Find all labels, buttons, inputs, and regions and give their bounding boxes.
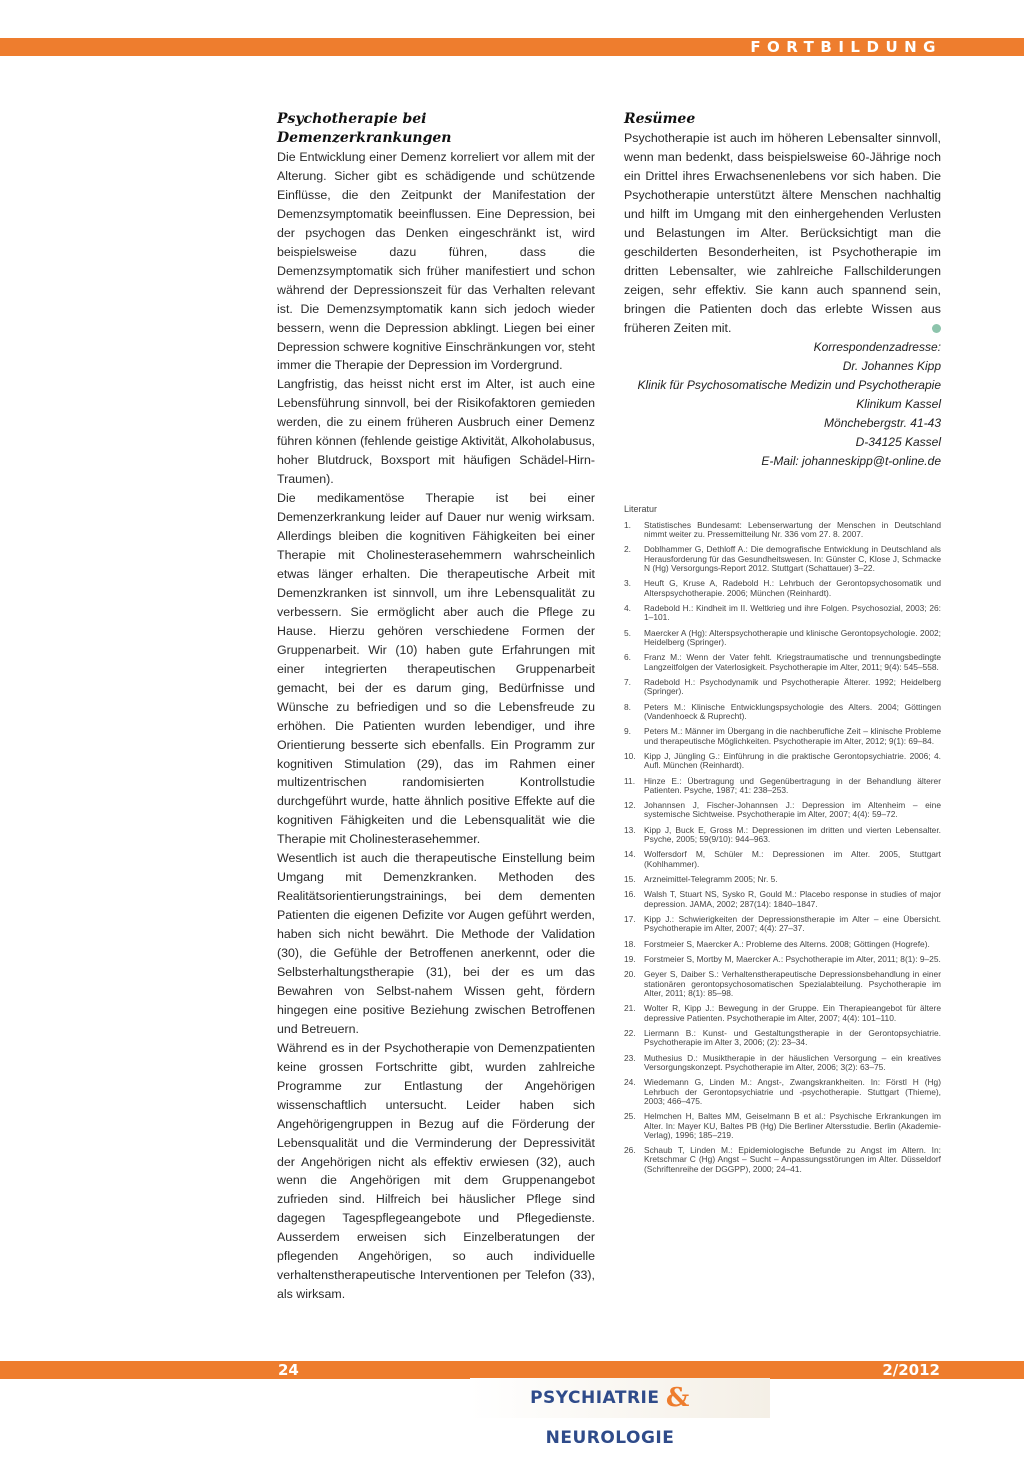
reference-text: Helmchen H, Baltes MM, Geiselmann B et al.: Psychische Erkrankungen im Alter. In: Mayer KU, Baltes PB (Hg) Die Berliner Altersstudie. Berlin (Akademie-Verlag), 1996; 185–219. xyxy=(644,1111,941,1140)
reference-item xyxy=(624,1078,941,1106)
email-address: E-Mail: johanneskipp@t-online.de xyxy=(761,453,941,468)
reference-text: Schaub T, Linden M.: Epidemiologische Befunde zu Angst im Altern. In: Kretschmar C (Hg) Angst – Sucht – Anpassungsstörungen im Alter. Düsseldorf (Schriftenreihe der DGGPP), 2000; 24–41. xyxy=(644,1145,941,1174)
address-line: Klinik für Psychosomatische Medizin und Psychotherapie xyxy=(637,378,941,393)
reference-number: 23. xyxy=(624,1052,636,1063)
issue-number: 2/2012 xyxy=(882,1361,940,1379)
reference-item xyxy=(624,875,941,884)
reference-number: 17. xyxy=(624,914,636,925)
correspondence-address xyxy=(624,338,941,470)
reference-text: Liermann B.: Kunst- und Gestaltungstherapie in der Gerontopsychiatrie. Psychotherapie im Alter 3, 2006; (2): 23–34. xyxy=(644,1027,941,1048)
reference-text: Arzneimittel-Telegramm 2005; Nr. 5. xyxy=(644,874,778,885)
reference-text: Forstmeier S, Mortby M, Maercker A.: Psychotherapie im Alter, 2011; 8(1): 9–25. xyxy=(644,954,941,965)
reference-text: Peters M.: Klinische Entwicklungspsychologie des Alters. 2004; Göttingen (Vandenhoeck & Ruprecht). xyxy=(644,701,941,721)
section-label: FORTBILDUNG xyxy=(750,38,942,56)
reference-number: 2. xyxy=(624,544,631,555)
address-line: Korrespondenzadresse: xyxy=(813,340,941,355)
reference-number: 6. xyxy=(624,652,631,663)
summary-text: Psychotherapie ist auch im höheren Lebensalter sinnvoll, wenn man bedenkt, dass beispielsweise 60-Jährige noch ein Drittel ihres Erwachsenenlebens vor sich haben. Die Psychotherapie unterstützt ältere Menschen nachhaltig und hilft im Umgang mit den einhergehenden Verlusten und Belastungen im Alter. Berücksichtigt man die geschilderten Besonderheiten, ist Psychotherapie im dritten Lebensalter, wie zahlreiche Fallschilderungen zeigen, sehr effektiv. Sie kann auch spannend sein, bringen die Patienten doch das erlebte Wissen aus früheren Zeiten mit. xyxy=(624,131,941,335)
reference-number: 12. xyxy=(624,800,636,811)
reference-number: 22. xyxy=(624,1027,636,1038)
reference-text: Doblhammer G, Dethloff A.: Die demografische Entwicklung in Deutschland als Herausforderung für das Gesundheitswesen. In: Günster C, Klose J, Schmacke N (Hg) Versorgungs-Report 2012. Stuttgart (Schattauer) 3–22. xyxy=(644,544,941,574)
paragraph: Wesentlich ist auch die therapeutische Einstellung beim Umgang mit Demenzkranken. Methoden des Realitätsorientierungstrainings, bei dem dementen Patienten die eigenen Defizite vor Augen geführt werden, haben sich nicht bewährt. Die Methode der Validation (30), die Gefühle der Betroffenen anerkennt, oder die Selbsterhaltungstherapie (31), bei der es um das Bewahren von Selbst-nahem Wissen geht, fördern hingegen eine positive Beziehung zwischen Betroffenen und Betreuern. xyxy=(277,851,595,1036)
reference-item xyxy=(624,1029,941,1048)
reference-item xyxy=(624,850,941,869)
reference-text: Radebold H.: Kindheit im II. Weltkrieg und ihre Folgen. Psychosozial, 2003; 26: 1–101. xyxy=(644,603,941,623)
reference-number: 11. xyxy=(624,775,636,786)
reference-item xyxy=(624,890,941,909)
reference-text: Wiedemann G, Linden M.: Angst-, Zwangskrankheiten. In: Förstl H (Hg) Lehrbuch der Gerontopsychiatrie und -psychotherapie. Stuttgart (Thieme), 2003; 466–475. xyxy=(644,1077,941,1106)
reference-item xyxy=(624,752,941,771)
summary-heading: Resümee xyxy=(624,111,696,127)
reference-number: 9. xyxy=(624,726,631,737)
reference-item xyxy=(624,777,941,796)
section-heading: Psychotherapie bei Demenzerkrankungen xyxy=(277,111,452,146)
reference-item xyxy=(624,727,941,746)
reference-text: Maercker A (Hg): Alterspsychotherapie und klinische Gerontopsychologie. 2002; Heidelberg (Springer). xyxy=(644,627,941,647)
reference-text: Muthesius D.: Musiktherapie in der häuslichen Versorgung – ein kreatives Versorgungskonzept. Psychotherapie im Alter, 2006; 3(2): 63–75. xyxy=(644,1052,941,1072)
address-line: Klinikum Kassel xyxy=(856,397,941,412)
right-column xyxy=(624,110,941,1180)
reference-number: 15. xyxy=(624,874,636,885)
reference-number: 4. xyxy=(624,603,631,614)
reference-item xyxy=(624,545,941,573)
reference-text: Walsh T, Stuart NS, Sysko R, Gould M.: Placebo response in studies of major depression. JAMA, 2002; 287(14): 1840–1847. xyxy=(644,889,941,909)
end-mark-icon xyxy=(932,324,941,333)
address-line: D-34125 Kassel xyxy=(855,435,941,450)
reference-number: 13. xyxy=(624,824,636,835)
reference-item xyxy=(624,521,941,540)
reference-number: 25. xyxy=(624,1111,636,1122)
paragraph: Die Entwicklung einer Demenz korreliert vor allem mit der Alterung. Sicher gibt es schädigende und schützende Einflüsse, die den Zeitpunkt der Manifestation der Demenzsymptomatik beeinflussen. Eine Depression, bei der psychogen das Denken eingeschränkt ist, wird beispielsweise dazu führen, dass die Demenzsymptomatik sich früher manifestiert und schon während der Depressionszeit für das Verhalten relevant ist. Die Demenzsymptomatik kann sich jedoch wieder bessern, wenn die Depression abklingt. Liegen bei einer Depression schwere kognitive Einschränkungen vor, steht immer die Therapie der Depression im Vordergrund. xyxy=(277,150,595,373)
literature-heading: Literatur xyxy=(624,503,658,514)
reference-item xyxy=(624,629,941,648)
reference-text: Heuft G, Kruse A, Radebold H.: Lehrbuch der Gerontopsychosomatik und Alterspsychotherapie. 2006; München (Reinhardt). xyxy=(644,578,941,598)
reference-item xyxy=(624,604,941,623)
reference-number: 21. xyxy=(624,1003,636,1014)
reference-item xyxy=(624,915,941,934)
address-line: Mönchebergstr. 41-43 xyxy=(824,416,941,431)
reference-text: Kipp J.: Schwierigkeiten der Depressionstherapie im Alter – eine Übersicht. Psychotherapie im Alter, 2007; 4(4): 27–37. xyxy=(644,914,941,934)
address-line: Dr. Johannes Kipp xyxy=(842,359,941,374)
reference-number: 24. xyxy=(624,1077,636,1088)
logo-ampersand: & xyxy=(665,1383,690,1413)
reference-number: 19. xyxy=(624,954,636,965)
reference-item xyxy=(624,678,941,697)
reference-number: 10. xyxy=(624,750,636,761)
logo-word: NEUROLOGIE xyxy=(545,1428,675,1448)
reference-number: 7. xyxy=(624,676,631,687)
reference-text: Franz M.: Wenn der Vater fehlt. Kriegstraumatische und trennungsbedingte Langzeitfolgen der Vaterlosigkeit. Psychotherapie im Alter, 2011; 9(4): 545–558. xyxy=(644,652,941,672)
reference-text: Statistisches Bundesamt: Lebenserwartung der Menschen in Deutschland nimmt weiter zu. Pressemitteilung Nr. 336 vom 27. 8. 2007. xyxy=(644,519,941,540)
reference-item xyxy=(624,940,941,949)
reference-item xyxy=(624,653,941,672)
reference-text: Kipp J, Buck E, Gross M.: Depressionen im dritten und vierten Lebensalter. Psyche, 2005; 59(9/10): 944–963. xyxy=(644,824,941,845)
reference-item xyxy=(624,579,941,598)
reference-item xyxy=(624,801,941,820)
reference-number: 26. xyxy=(624,1145,636,1156)
reference-text: Radebold H.: Psychodynamik und Psychotherapie Älterer. 1992; Heidelberg (Springer). xyxy=(644,676,941,697)
reference-number: 20. xyxy=(624,969,636,980)
reference-item xyxy=(624,955,941,964)
reference-item xyxy=(624,703,941,722)
reference-text: Hinze E.: Übertragung und Gegenübertragung in der Behandlung älterer Patienten. Psyche, 1987; 41: 238–253. xyxy=(644,775,941,795)
reference-text: Peters M.: Männer im Übergang in die nachberufliche Zeit – klinische Probleme und therapeutische Möglichkeiten. Psychotherapie im Alter, 2012; 9(1): 69–84. xyxy=(644,726,941,746)
reference-text: Wolfersdorf M, Schüler M.: Depressionen im Alter. 2005, Stuttgart (Kohlhammer). xyxy=(644,849,941,869)
reference-number: 18. xyxy=(624,938,636,949)
reference-text: Wolter R, Kipp J.: Bewegung in der Gruppe. Ein Therapieangebot für ältere depressive Patienten. Psychotherapie im Alter, 2007; 4(4): 101–110. xyxy=(644,1003,941,1023)
paragraph: Während es in der Psychotherapie von Demenzpatienten keine grossen Fortschritte gibt, wurden zahlreiche Programme zur Entlastung der Angehörigen wissenschaftlich untersucht. Leider haben sich Angehörigengruppen in Bezug auf die Förderung der Lebensqualität und die Verminderung der Depressivität der Angehörigen nicht als effektiv erwiesen (32), auch wenn die Angehörigen mit dem Gruppenangebot zufrieden sind. Hilfreich bei häuslicher Pflege sind dagegen Tagespflegeangebote und Pflegedienste. Ausserdem erweisen sich Einzelberatungen der pflegenden Angehörigen, so auch individuelle verhaltenstherapeutische Interventionen per Telefon (33), als wirksam. xyxy=(277,1040,595,1302)
reference-item xyxy=(624,1112,941,1140)
reference-item xyxy=(624,1054,941,1073)
page-number: 24 xyxy=(278,1361,299,1379)
reference-text: Geyer S, Daiber S.: Verhaltenstherapeutische Depressionsbehandlung in einer stationären gerontopsychosomatischen Spezialabteilung. Psychotherapie im Alter, 2011; 8(1): 85–98. xyxy=(644,969,941,998)
reference-number: 1. xyxy=(624,519,631,530)
paragraph: Die medikamentöse Therapie ist bei einer Demenzerkrankung leider auf Dauer nur wenig wirksam. Allerdings bleiben die kognitiven Fähigkeiten bei einer Therapie mit Cholinesterasehemmern wahrscheinlich etwas länger erhalten. Die therapeutische Arbeit mit Demenzkranken ist sinnvoll, um ihre Lebensqualität zu verbessern. Sie ermöglicht aber auch die Pflege zu Hause. Hierzu gehören verschiedene Formen der Gruppenarbeit. Wir (10) haben gute Erfahrungen mit einer integrierten therapeutischen Gruppenarbeit gemacht, bei der es darum ging, Bedürfnisse und Wünsche zu befriedigen und so die Lebensfreude zu erhöhen. Die Patienten wurden lebendiger, und ihre Orientierung besserte sich ebenfalls. Ein Programm zur kognitiven Stimulation (29), das im Rahmen einer multizentrischen randomisierten Kontrollstudie durchgeführt wurde, hatte ähnlich positive Effekte auf die kognitiven Fähigkeiten und die Lebensqualität wie die Therapie mit Cholinesterasehemmer. xyxy=(277,491,595,847)
reference-item xyxy=(624,826,941,845)
reference-item xyxy=(624,970,941,998)
summary-paragraph xyxy=(624,129,941,337)
reference-number: 5. xyxy=(624,627,631,638)
reference-item xyxy=(624,1146,941,1174)
footer-bar xyxy=(0,1361,1024,1379)
reference-list xyxy=(624,521,941,1174)
reference-text: Forstmeier S, Maercker A.: Probleme des Alterns. 2008; Göttingen (Hogrefe). xyxy=(644,938,930,949)
reference-text: Kipp J, Jüngling G.: Einführung in die praktische Gerontopsychiatrie. 2006; 4. Aufl. München (Reinhardt). xyxy=(644,750,941,771)
paragraph: Langfristig, das heisst nicht erst im Alter, ist auch eine Lebensführung sinnvoll, bei der Risikofaktoren gemieden werden, die zu einem früheren Ausbruch einer Demenz führen können (fehlende geistige Aktivität, Alkoholabusus, hoher Blutdruck, Boxsport mit häufigen Schädel-Hirn-Traumen). xyxy=(277,377,595,487)
reference-number: 16. xyxy=(624,889,636,900)
reference-text: Johannsen J, Fischer-Johannsen J.: Depression im Altenheim – eine systemische Sichtweise. Psychotherapie im Alter, 2007; 4(4): 59–72. xyxy=(644,800,941,820)
logo-word: PSYCHIATRIE xyxy=(530,1388,660,1408)
journal-logo xyxy=(470,1378,750,1458)
reference-number: 14. xyxy=(624,849,636,860)
reference-number: 8. xyxy=(624,701,631,712)
reference-number: 3. xyxy=(624,578,631,589)
left-column xyxy=(277,110,595,1304)
reference-item xyxy=(624,1004,941,1023)
